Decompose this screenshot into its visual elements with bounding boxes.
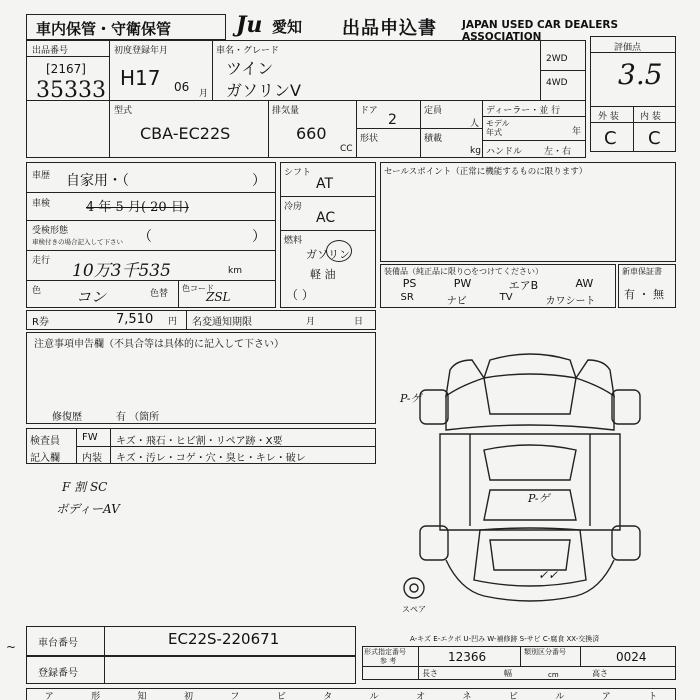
bottom-row-cell: タ bbox=[323, 692, 333, 700]
bottom-row-cell: ビ bbox=[276, 692, 286, 700]
displacement-label: 排気量 bbox=[272, 106, 300, 116]
lot-number: 35333 bbox=[36, 78, 106, 103]
equipment-item: SR bbox=[400, 292, 414, 303]
handle-label: ハンドル bbox=[486, 147, 523, 157]
equipment-item: ナビ bbox=[446, 296, 467, 307]
width-label: 幅 bbox=[504, 669, 512, 678]
bottom-row-cell: 形 bbox=[91, 692, 101, 700]
first-registration-year: H17 bbox=[120, 66, 161, 90]
interior-check-label: 内装 bbox=[82, 453, 102, 464]
name-change-label: 名変通知期限 bbox=[192, 317, 252, 328]
notes-label: 注意事項申告欄（不具合等は具体的に記入して下さい） bbox=[34, 339, 284, 350]
evaluation-score: 3.5 bbox=[618, 58, 663, 91]
bottom-row-cell: ネ bbox=[462, 692, 472, 700]
fw-label: FW bbox=[82, 432, 98, 443]
bottom-row bbox=[26, 689, 676, 700]
lot-label: 出品番号 bbox=[32, 46, 69, 56]
name-change-day: 日 bbox=[354, 317, 364, 327]
car-name-label: 車名・グレード bbox=[216, 46, 280, 56]
length-label: 長さ bbox=[422, 669, 438, 678]
ac-value: AC bbox=[316, 210, 336, 226]
exterior-grade: C bbox=[604, 128, 617, 149]
inspector-label: 検査員 bbox=[30, 436, 60, 447]
receive-note: 車検付きの場合記入して下さい bbox=[32, 238, 123, 246]
doors-value: 2 bbox=[388, 112, 397, 128]
receive-label: 受検形態 bbox=[32, 226, 69, 236]
car-type-label: 車歴 bbox=[32, 171, 51, 181]
bottom-row-cell: ア bbox=[601, 692, 611, 700]
bottom-row-cell: 初 bbox=[183, 692, 193, 700]
sales-point-label: セールスポイント（正常に機能するものに限ります） bbox=[384, 167, 588, 177]
fuel-label: 燃料 bbox=[284, 236, 303, 246]
drive-4wd: 4WD bbox=[546, 78, 568, 88]
chassis-label: 車台番号 bbox=[38, 638, 78, 649]
repair-value: 有 （箇所 bbox=[116, 412, 160, 423]
certification-ref-1: 参 考 bbox=[380, 657, 397, 665]
color-value: コン bbox=[76, 288, 107, 306]
year-unit: 年 bbox=[572, 127, 582, 137]
shape-label: 形状 bbox=[360, 134, 379, 144]
displacement-unit: CC bbox=[340, 144, 353, 154]
bottom-row-cell: 知 bbox=[137, 692, 147, 700]
inspection-label: 車検 bbox=[32, 199, 51, 209]
handwritten-note-2: ボディーAV bbox=[56, 502, 120, 516]
width-unit: cm bbox=[548, 671, 559, 679]
form-title: 出品申込書 bbox=[342, 18, 437, 39]
mileage-label: 走行 bbox=[32, 256, 51, 266]
spare-label: スペア bbox=[402, 605, 426, 614]
bottom-row-cell: オ bbox=[416, 692, 426, 700]
reg-number-label: 登録番号 bbox=[38, 668, 78, 679]
repair-label: 修復歴 bbox=[52, 412, 82, 423]
equipment-item: PW bbox=[453, 277, 472, 290]
bottom-row-cell: ト bbox=[648, 692, 658, 700]
damage-legend: A-キズ E-エクボ U-凹み W-補修跡 S-サビ C-腐食 XX-交換済 bbox=[410, 635, 600, 643]
interior-check-items: キズ・汚レ・コゲ・穴・臭ヒ・キレ・破レ bbox=[116, 453, 306, 464]
recycle-unit: 円 bbox=[168, 317, 178, 327]
model-year-label: モデル 年式 bbox=[486, 119, 510, 137]
bottom-row-cell: フ bbox=[230, 692, 240, 700]
bottom-row-cell: ア bbox=[44, 692, 54, 700]
first-registration-month-unit: 月 bbox=[199, 89, 209, 99]
diagram-annotation-2: P-ゲ bbox=[528, 492, 550, 505]
mileage-unit: km bbox=[228, 266, 242, 276]
evaluation-label: 評価点 bbox=[614, 43, 642, 53]
fuel-diesel: 軽 油 bbox=[310, 268, 336, 281]
class-label: 類別区分番号 bbox=[524, 648, 566, 656]
receive-value: （ bbox=[138, 229, 152, 245]
equipment-item: TV bbox=[499, 292, 513, 303]
recycle-value: 7,510 bbox=[116, 312, 154, 327]
capacity-label: 定員 bbox=[424, 106, 443, 116]
warranty-label: 新車保証書 bbox=[622, 267, 662, 276]
fuel-other: （ ） bbox=[286, 288, 314, 302]
receive-close: ） bbox=[252, 229, 266, 245]
mileage-value: 10万3千535 bbox=[72, 261, 171, 281]
equipment-item: PS bbox=[402, 277, 417, 290]
car-grade: ガソリンV bbox=[226, 81, 301, 100]
equipment-row-2 bbox=[384, 292, 612, 306]
lot-small-number: [2167] bbox=[46, 62, 86, 76]
recycle-label: R券 bbox=[32, 317, 49, 328]
sales-point-box bbox=[380, 162, 676, 262]
car-type-value: 自家用・（ bbox=[66, 173, 129, 189]
logo-region: 愛知 bbox=[272, 18, 303, 36]
load-label: 積載 bbox=[424, 134, 443, 144]
shift-label: シフト bbox=[284, 168, 312, 178]
association-name: JAPAN USED CAR DEALERS ASSOCIATION bbox=[462, 19, 619, 43]
drive-2wd: 2WD bbox=[546, 54, 568, 64]
logo-mark: Ju bbox=[236, 12, 263, 38]
exterior-label: 外 装 bbox=[598, 112, 619, 122]
diagram-annotation-3: ✓✓ bbox=[538, 568, 559, 582]
equipment-row-1 bbox=[384, 277, 612, 291]
fuel-circle-mark bbox=[326, 240, 352, 262]
model-value: CBA-EC22S bbox=[140, 124, 231, 143]
inspector-entry-label: 記入欄 bbox=[30, 453, 60, 464]
certification-label: 形式指定番号 bbox=[364, 648, 406, 656]
interior-label: 内 装 bbox=[640, 112, 661, 122]
chassis-number: EC22S-220671 bbox=[168, 630, 280, 648]
color-change-label: 色替 bbox=[150, 289, 169, 299]
inspection-value: 4 年 5 月( 20 日) bbox=[86, 200, 189, 215]
first-registration-label: 初度登録年月 bbox=[114, 46, 169, 56]
color-code-label: 色コード bbox=[182, 284, 214, 293]
certification-value: 12366 bbox=[448, 650, 487, 664]
ac-label: 冷房 bbox=[284, 202, 303, 212]
color-label: 色 bbox=[32, 286, 42, 296]
model-label: 型式 bbox=[114, 106, 133, 116]
margin-mark: ~ bbox=[6, 640, 17, 654]
shift-value: AT bbox=[316, 176, 334, 192]
height-label: 高さ bbox=[592, 669, 608, 678]
bottom-row-cell: ビ bbox=[508, 692, 518, 700]
car-type-close: ） bbox=[252, 173, 266, 189]
displacement-value: 660 bbox=[296, 124, 327, 143]
warranty-options: 有 ・ 無 bbox=[624, 288, 664, 301]
equipment-item: AW bbox=[575, 277, 594, 290]
doors-label: ドア bbox=[360, 106, 378, 116]
first-registration-month: 06 bbox=[174, 80, 190, 94]
car-damage-diagram bbox=[380, 330, 676, 620]
equipment-item: カワシート bbox=[545, 296, 596, 307]
equipment-item: エアB bbox=[508, 279, 539, 292]
load-unit: kg bbox=[470, 146, 481, 156]
handwritten-note-1: F 割 SC bbox=[62, 480, 108, 494]
bottom-row-cell: ル bbox=[369, 692, 379, 700]
dealer-label: ディーラー・並 行 bbox=[486, 106, 561, 116]
fw-items: キズ・飛石・ヒビ割・リペア跡・X要 bbox=[116, 436, 283, 447]
color-code-value: ZSL bbox=[206, 290, 231, 304]
name-change-month: 月 bbox=[306, 317, 316, 327]
car-name: ツイン bbox=[226, 59, 274, 78]
interior-grade: C bbox=[648, 128, 661, 149]
class-value: 0024 bbox=[616, 650, 647, 664]
equipment-label: 装備品（純正品に限り○をつけてください） bbox=[384, 267, 543, 276]
capacity-unit: 人 bbox=[470, 119, 480, 129]
bottom-row-cell: ル bbox=[555, 692, 565, 700]
fuel-gasoline: ガソリン bbox=[306, 248, 350, 261]
diagram-annotation-1: P-ゲ bbox=[400, 392, 422, 405]
handle-options: 左・右 bbox=[544, 147, 572, 157]
storage-note: 車内保管・守衛保管 bbox=[36, 20, 172, 38]
